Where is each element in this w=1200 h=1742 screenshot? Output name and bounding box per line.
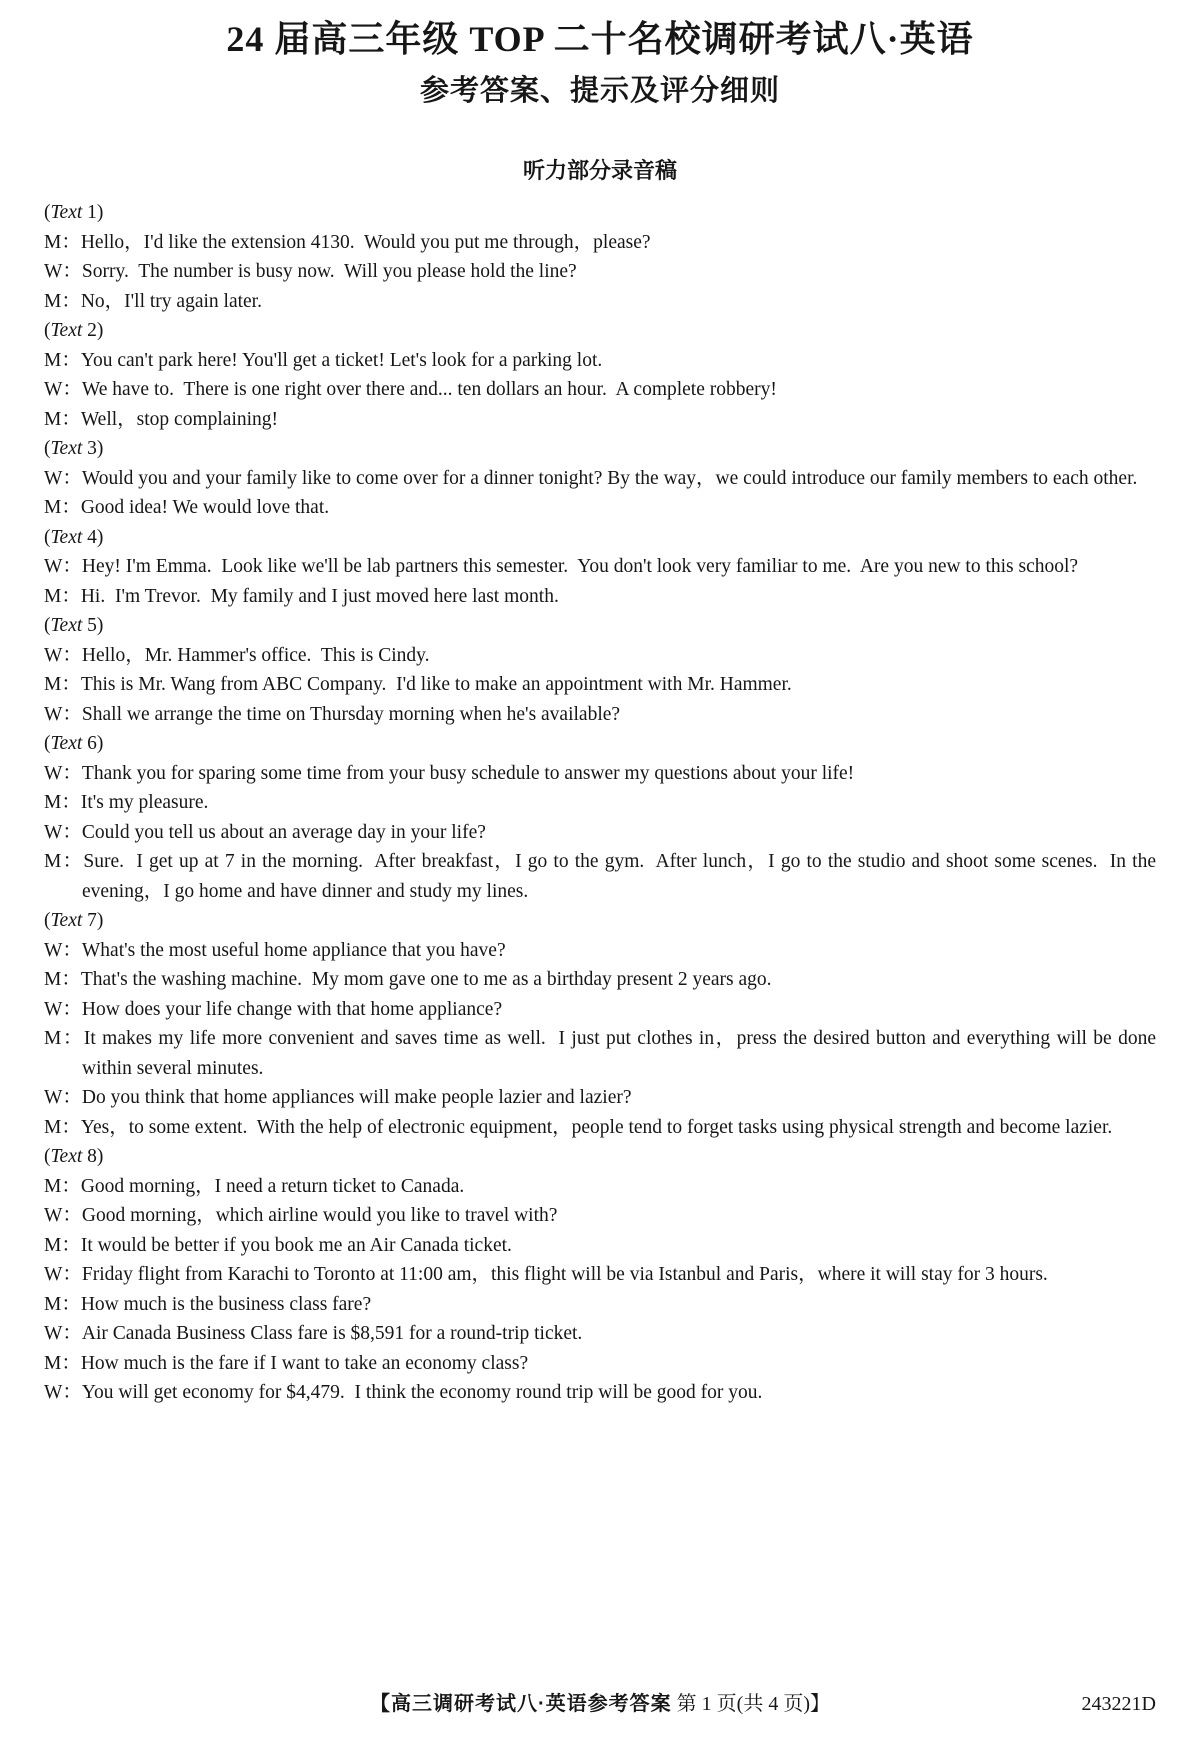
dialogue-line: M：It makes my life more convenient and saves time as well. I just put clothes in，press the desired button and everything will be done within several minutes. <box>44 1028 1161 1079</box>
dialogue-line: M：Good morning，I need a return ticket to Canada. <box>44 1175 465 1197</box>
footer-document-code: 243221D <box>1081 1693 1156 1715</box>
text-word-italic: Text <box>50 615 83 636</box>
speaker-label: W： <box>44 821 82 843</box>
speaker-label: M： <box>44 674 81 695</box>
dialogue-line: W：Good morning，which airline would you like to travel with? <box>44 1205 558 1226</box>
speaker-label: W： <box>44 703 82 725</box>
footer-page-info: 第 1 页(共 4 页)】 <box>671 1693 830 1715</box>
dialogue-line: M：That's the washing machine. My mom gave one to me as a birthday present 2 years ago. <box>44 969 772 990</box>
dialogue-line: W：Shall we arrange the time on Thursday morning when he's available? <box>44 703 621 725</box>
text-word-italic: Text <box>50 526 83 548</box>
text-word-italic: Text <box>50 320 83 341</box>
dialogue-line: M：It's my pleasure. <box>44 792 209 813</box>
footer-title: 【高三调研考试八·英语参考答案 <box>370 1693 672 1715</box>
speaker-label: W： <box>44 1323 82 1344</box>
speaker-label: M： <box>44 1175 81 1197</box>
dialogue-line: M：It would be better if you book me an Air Canada ticket. <box>44 1234 512 1256</box>
dialogue-line: M：How much is the business class fare? <box>44 1293 372 1315</box>
dialogue-line: M：No，I'll try again later. <box>44 290 262 312</box>
text-group-label: (Text 4) <box>44 526 104 548</box>
speaker-label: M： <box>44 969 81 990</box>
text-group-label: (Text 6) <box>44 733 104 754</box>
speaker-label: W： <box>44 1205 82 1226</box>
speaker-label: W： <box>44 644 82 666</box>
page-title: 24 届高三年级 TOP 二十名校调研考试八·英语 <box>226 19 974 59</box>
speaker-label: M： <box>44 1293 81 1315</box>
speaker-label: W： <box>44 1087 82 1108</box>
speaker-label: W： <box>44 379 82 400</box>
text-word-italic: Text <box>50 910 83 931</box>
dialogue-line: M：You can't park here! You'll get a ticket! Let's look for a parking lot. <box>44 349 603 371</box>
dialogue-line: W：Hey! I'm Emma. Look like we'll be lab partners this semester. You don't look very familiar to me. Are you new to this school? <box>44 556 1079 577</box>
speaker-label: M： <box>44 231 81 253</box>
dialogue-line: W：What's the most useful home appliance that you have? <box>44 939 506 961</box>
speaker-label: M： <box>44 1116 81 1138</box>
text-word-italic: Text <box>50 202 83 223</box>
speaker-label: M： <box>44 851 84 872</box>
text-group-label: (Text 8) <box>44 1146 104 1167</box>
speaker-label: W： <box>44 556 82 577</box>
text-group-label: (Text 2) <box>44 320 104 341</box>
text-group-label: (Text 1) <box>44 202 104 223</box>
dialogue-line: M：Yes，to some extent. With the help of electronic equipment，people tend to forget tasks using physical strength and become lazier. <box>44 1116 1113 1138</box>
text-group-label: (Text 3) <box>44 438 104 459</box>
dialogue-line: W：Do you think that home appliances will make people lazier and lazier? <box>44 1087 632 1108</box>
dialogue-line: M：Well，stop complaining! <box>44 408 279 430</box>
dialogue-line: M：Good idea! We would love that. <box>44 497 330 518</box>
dialogue-line: M：This is Mr. Wang from ABC Company. I'd like to make an appointment with Mr. Hammer. <box>44 674 792 695</box>
dialogue-line: M：Sure. I get up at 7 in the morning. After breakfast，I go to the gym. After lunch，I go to the studio and shoot some scenes. In the evening，I go home and have dinner and study my lines. <box>44 851 1161 902</box>
speaker-label: W： <box>44 998 82 1020</box>
speaker-label: M： <box>44 1352 81 1374</box>
speaker-label: W： <box>44 467 82 489</box>
page-subtitle: 参考答案、提示及评分细则 <box>419 75 780 107</box>
dialogue-line: M：How much is the fare if I want to take an economy class? <box>44 1352 529 1374</box>
dialogue-line: W：Would you and your family like to come over for a dinner tonight? By the way，we could introduce our family members to each other. <box>44 467 1138 489</box>
speaker-label: M： <box>44 1234 81 1256</box>
speaker-label: M： <box>44 792 81 813</box>
section-heading: 听力部分录音稿 <box>522 158 677 183</box>
speaker-label: W： <box>44 1264 82 1285</box>
speaker-label: W： <box>44 762 82 784</box>
dialogue-line: W：Sorry. The number is busy now. Will you please hold the line? <box>44 261 577 282</box>
speaker-label: W： <box>44 939 82 961</box>
dialogue-line: W：Thank you for sparing some time from your busy schedule to answer my questions about your life! <box>44 762 855 784</box>
speaker-label: M： <box>44 290 81 312</box>
page-footer <box>44 1690 1156 1718</box>
speaker-label: M： <box>44 497 81 518</box>
dialogue-line: W：Friday flight from Karachi to Toronto at 11:00 am，this flight will be via Istanbul and Paris，where it will stay for 3 hours. <box>44 1264 1048 1285</box>
speaker-label: M： <box>44 1028 84 1049</box>
dialogue-line: W：Air Canada Business Class fare is $8,591 for a round-trip ticket. <box>44 1323 583 1344</box>
text-group-label: (Text 7) <box>44 910 104 931</box>
dialogue-line: W：Could you tell us about an average day in your life? <box>44 821 486 843</box>
text-group-label: (Text 5) <box>44 615 104 636</box>
dialogue-line: W：We have to. There is one right over there and... ten dollars an hour. A complete robbery! <box>44 379 777 400</box>
dialogue-line: M：Hello，I'd like the extension 4130. Would you put me through，please? <box>44 231 651 253</box>
dialogue-line: W：You will get economy for $4,479. I think the economy round trip will be good for you. <box>44 1382 763 1403</box>
text-word-italic: Text <box>50 1146 83 1167</box>
listening-transcript <box>44 198 1161 1408</box>
speaker-label: M： <box>44 349 81 371</box>
dialogue-line: W：Hello，Mr. Hammer's office. This is Cindy. <box>44 644 430 666</box>
speaker-label: M： <box>44 585 81 607</box>
speaker-label: W： <box>44 261 82 282</box>
text-word-italic: Text <box>50 733 83 754</box>
dialogue-line: M：Hi. I'm Trevor. My family and I just moved here last month. <box>44 585 559 607</box>
footer-main <box>44 1690 1156 1718</box>
text-word-italic: Text <box>50 438 83 459</box>
speaker-label: M： <box>44 408 81 430</box>
speaker-label: W： <box>44 1382 82 1403</box>
dialogue-line: W：How does your life change with that home appliance? <box>44 998 503 1020</box>
